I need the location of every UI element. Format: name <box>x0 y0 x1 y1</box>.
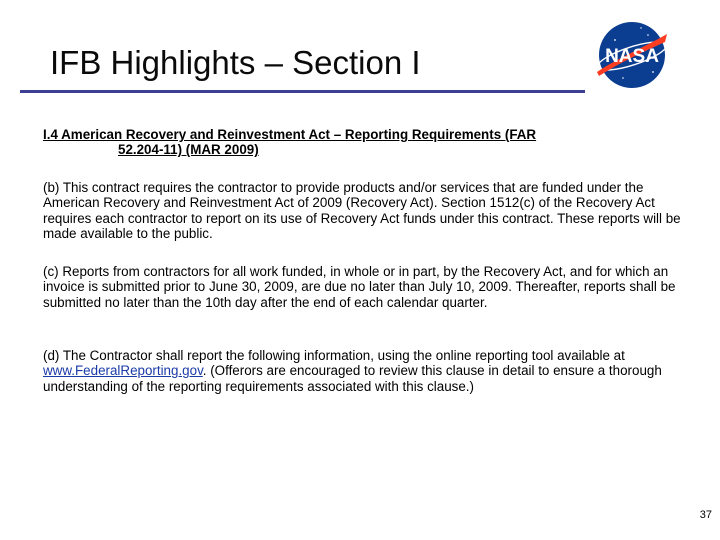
nasa-logo-icon <box>593 20 671 90</box>
clause-heading-line-2: 52.204-11) (MAR 2009) <box>118 142 259 158</box>
slide-title: IFB Highlights – Section I <box>50 44 421 81</box>
page-number: 37 <box>699 509 712 521</box>
clause-heading <box>43 127 693 158</box>
paragraph-b: (b) This contract requires the contractor to provide products and/or services that are funded under the American Recovery and Reinvestment Act of 2009 (Recovery Act). Section 1512(c) of the Recovery Act requires each contractor to report on its use of Recovery Act funds under this contract. These reports will be made available to the public. <box>43 180 681 242</box>
clause-heading-line-1: I.4 American Recovery and Reinvestment Act – Reporting Requirements (FAR <box>43 127 537 142</box>
paragraph-c: (c) Reports from contractors for all work funded, in whole or in part, by the Recovery Act, and for which an invoice is submitted prior to June 30, 2009, are due no later than July 10, 2009. Thereafter, reports shall be submitted no later than the 10th day after the end of each calendar quarter. <box>43 264 676 310</box>
title-underline-rule <box>20 90 585 93</box>
paragraph-d-text-end: . (Offerors are encouraged to review this clause in detail to ensure a thorough understanding of the reporting requirements associated with this clause.) <box>43 363 662 394</box>
paragraph-d-text-start: (d) The Contractor shall report the following information, using the online reporting tool available at <box>43 348 625 363</box>
paragraph-d <box>43 348 693 394</box>
logo-text: NASA <box>605 46 659 67</box>
federal-reporting-link[interactable]: www.FederalReporting.gov <box>43 363 203 379</box>
